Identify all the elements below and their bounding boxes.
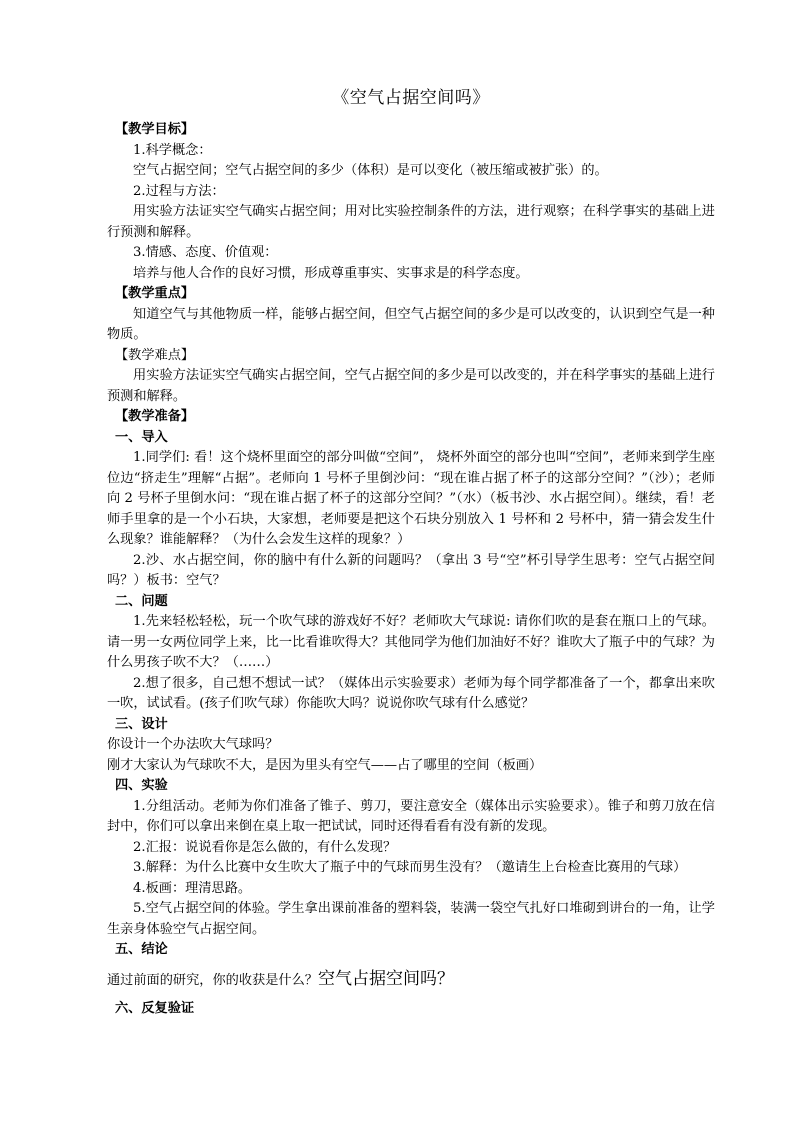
document-title: 《空气占据空间吗》 [332, 88, 490, 108]
section-verification-heading: 六、反复验证 [115, 1001, 195, 1016]
goal3-label: 3.情感、态度、价值观： [133, 245, 278, 260]
section-experiment-paragraph-4: 4.板画：理清思路。 [133, 880, 252, 896]
section-question-paragraph-1: 1.先来轻松轻松，玩一个吹气球的游戏好不好？老师吹大气球说: 请你们吹的是套在瓶口上的气球。请一男一女两位同学上来，比一比看谁吹得大？其他同学为他们加油好不好？谁吹大了瓶子中的气球？为什么男孩子吹不大？（……） [107, 614, 715, 670]
difficulties-text: 用实验方法证实空气确实占据空间，空气占据空间的多少是可以改变的，并在科学事实的基础上进行预测和解释。 [107, 368, 715, 404]
document-body [107, 86, 715, 1020]
heading-preparation: 【教学准备】 [115, 409, 195, 424]
section-experiment-paragraph-5: 5.空气占据空间的体验。学生拿出课前准备的塑料袋，装满一袋空气扎好口堆砌到讲台的一角，让学生亲身体验空气占据空间。 [107, 901, 715, 937]
conclusion-question: 通过前面的研究，你的收获是什么？ [107, 972, 318, 988]
heading-teaching-goals: 【教学目标】 [115, 122, 195, 137]
section-intro-paragraph-2: 2.沙、水占据空间，你的脑中有什么新的问题吗？（拿出 3 号“空”杯引导学生思考：空气占据空间吗？）板书：空气？ [107, 552, 715, 588]
goal1-label: 1.科学概念： [133, 142, 212, 158]
section-experiment-heading: 四、实验 [115, 778, 168, 793]
section-experiment-paragraph-1: 1.分组活动。老师为你们准备了锥子、剪刀，要注意安全（媒体出示实验要求）。锥子和剪刀放在信封中，你们可以拿出来倒在桌上取一把试试，同时还得看看有没有新的发现。 [107, 798, 715, 834]
section-design-paragraph-2: 刚才大家认为气球吹不大，是因为里头有空气——占了哪里的空间（板画） [107, 757, 543, 773]
goal1-text: 空气占据空间；空气占据空间的多少（体积）是可以变化（被压缩或被扩张）的。 [133, 163, 608, 178]
section-conclusion-text [107, 969, 715, 992]
section-conclusion-heading: 五、结论 [115, 942, 168, 957]
goal2-text: 用实验方法证实空气确实占据空间；用对比实验控制条件的方法，进行观察；在科学事实的基础上进行预测和解释。 [107, 204, 715, 240]
goal2-label: 2.过程与方法： [133, 183, 225, 199]
section-intro-paragraph-1: 1.同学们: 看！这个烧杯里面空的部分叫做“空间”， 烧杯外面空的部分也叫“空间”，老师来到学生座位边“挤走生”理解“占据”。老师向 1 号杯子里倒沙问：“现在谁占据了杯子的这部分空间？”（沙）；老师向 2 号杯子里倒水问：“现在谁占据了杯子的这部分空间？”（水）（板书沙、水占据空间）。继续，看！老师手里拿的是一个小石块，大家想，老师要是把这个石块分别放入 1 号杯和 2 号杯中，猜一猜会发生什么现象？谁能解释？（为什么会发生这样的现象？） [107, 450, 715, 547]
section-question-paragraph-2: 2.想了很多，自己想不想试一试？（媒体出示实验要求）老师为每个同学都准备了一个，都拿出来吹一吹，试试看。(孩子们吹气球）你能吹大吗？说说你吹气球有什么感觉？ [107, 675, 715, 711]
goal3-text: 培养与他人合作的良好习惯，形成尊重事实、实事求是的科学态度。 [133, 265, 529, 281]
heading-key-points: 【教学重点】 [115, 286, 195, 301]
section-intro-heading: 一、导入 [115, 429, 168, 445]
section-design-paragraph-1: 你设计一个办法吹大气球吗？ [107, 737, 279, 752]
section-experiment-paragraph-2: 2.汇报：说说看你是怎么做的，有什么发现？ [133, 839, 397, 855]
heading-difficulties: 【教学难点】 [115, 347, 195, 363]
section-design-heading: 三、设计 [115, 716, 168, 732]
conclusion-topic-question: 空气占据空间吗？ [318, 968, 454, 989]
key-points-text: 知道空气与其他物质一样，能够占据空间，但空气占据空间的多少是可以改变的，认识到空气是一种物质。 [107, 306, 715, 342]
section-experiment-paragraph-3: 3.解释：为什么比赛中女生吹大了瓶子中的气球而男生没有？（邀请生上台检查比赛用的气球） [133, 860, 687, 875]
section-question-heading: 二、问题 [115, 593, 168, 609]
